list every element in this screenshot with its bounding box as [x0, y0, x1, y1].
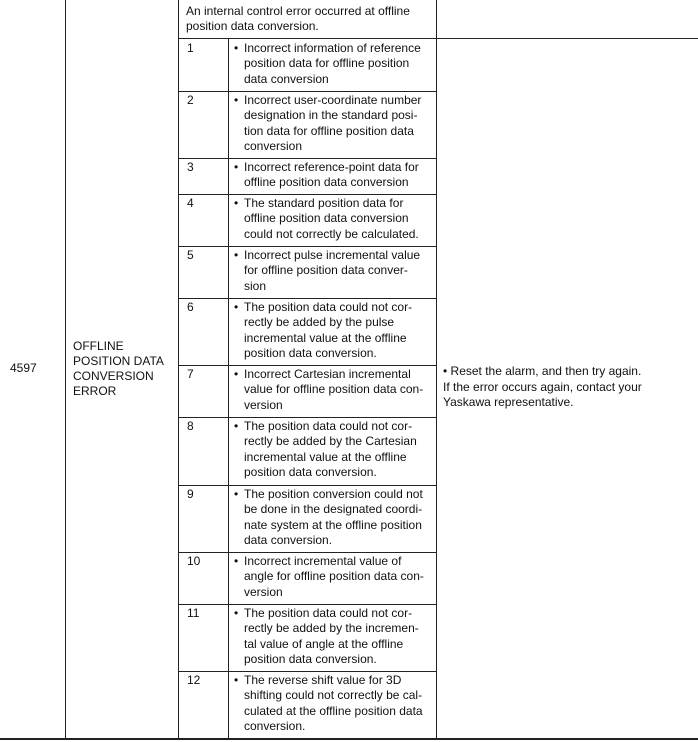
subcode-description-line: incremental value at the offline	[244, 330, 407, 345]
subcode-description-line: Incorrect reference-point data for	[244, 160, 419, 174]
subcode-row-border	[178, 91, 436, 92]
subcode-description-line: designation in the standard posi-	[244, 108, 418, 123]
subcode-description-line: Incorrect information of reference	[244, 41, 421, 55]
subcode-row-border	[178, 485, 436, 486]
subcode-bullet: •	[234, 93, 239, 107]
subcode-description-line: could not correctly be calculated.	[244, 226, 419, 241]
alarm-code: 4597	[10, 361, 37, 375]
subcode-number: 9	[187, 487, 194, 501]
subcode-description-line: version	[244, 397, 283, 412]
subcode-description-line: The position data could not cor-	[244, 419, 413, 433]
subcode-number: 4	[187, 196, 194, 210]
meaning-line-1: An internal control error occurred at offline	[186, 4, 410, 18]
subcode-description-line: conversion	[244, 139, 303, 154]
subcode-description-line: tal value of angle at the offline	[244, 636, 404, 651]
subcode-description-line: offline position data conversion	[244, 175, 409, 190]
subcode-description-line: sion	[244, 278, 267, 293]
remedy-line-3: Yaskawa representative.	[443, 395, 574, 409]
subcode-number: 2	[187, 93, 194, 107]
subcode-bullet: •	[234, 196, 239, 210]
subcode-description-line: culated at the offline position data	[244, 703, 423, 718]
subcode-description-line: The position conversion could not	[244, 487, 423, 501]
alarm-name-line-2: POSITION DATA	[73, 354, 164, 368]
subcode-row-border	[178, 671, 436, 672]
subcode-number: 1	[187, 41, 194, 55]
remedy-line-2: If the error occurs again, contact your	[443, 380, 642, 394]
subcode-number: 5	[187, 248, 194, 262]
subcode-description-line: shifting could not correctly be cal-	[244, 688, 423, 703]
subcode-bullet: •	[234, 419, 239, 433]
subcode-description-line: position data conversion.	[244, 465, 377, 480]
subcode-description-line: version	[244, 584, 283, 599]
subcode-description-line: Incorrect incremental value of	[244, 554, 402, 568]
subcode-bullet: •	[234, 41, 239, 55]
alarm-name-line-3: CONVERSION	[73, 369, 154, 383]
subcode-bullet: •	[234, 367, 239, 381]
subcode-bullet: •	[234, 554, 239, 568]
subcode-bullet: •	[234, 487, 239, 501]
subcode-description-line: rectly be added by the pulse	[244, 315, 395, 330]
subcode-description-line: angle for offline position data con-	[244, 569, 424, 584]
subcode-description-line: conversion.	[244, 719, 306, 734]
subcode-description-line: data conversion	[244, 71, 329, 86]
table-bottom-border	[0, 738, 698, 740]
subcode-row-border	[178, 604, 436, 605]
subcode-description-line: The position data could not cor-	[244, 300, 413, 314]
subcode-row-border	[178, 298, 436, 299]
subcode-description-line: Incorrect user-coordinate number	[244, 93, 422, 107]
subcode-number: 10	[187, 554, 201, 568]
subcode-description-line: incremental value at the offline	[244, 449, 407, 464]
subcode-row-border	[178, 552, 436, 553]
subcode-description-line: for offline position data conver-	[244, 263, 408, 278]
col-border-name-sub	[178, 0, 179, 740]
remedy-line-1: • Reset the alarm, and then try again.	[443, 364, 642, 378]
subcode-description-line: The standard position data for	[244, 196, 404, 210]
col-border-code-name	[65, 0, 66, 740]
subcode-row-border	[178, 158, 436, 159]
meaning-line-2: position data conversion.	[186, 19, 319, 33]
subcode-number: 8	[187, 419, 194, 433]
col-border-desc-remedy	[436, 0, 437, 740]
subcode-row-border	[178, 246, 436, 247]
subcode-bullet: •	[234, 160, 239, 174]
col-border-sub-desc	[228, 39, 229, 740]
subcode-description-line: position data conversion.	[244, 652, 377, 667]
subcode-description-line: tion data for offline position data	[244, 123, 414, 138]
subcode-bullet: •	[234, 248, 239, 262]
subcode-number: 3	[187, 160, 194, 174]
subcode-number: 12	[187, 673, 201, 687]
subcode-number: 7	[187, 367, 194, 381]
alarm-name-line-4: ERROR	[73, 384, 117, 398]
subcode-description-line: Incorrect Cartesian incremental	[244, 367, 411, 381]
subcode-number: 11	[187, 606, 200, 620]
subcode-description-line: value for offline position data con-	[244, 382, 424, 397]
subcode-row-border	[178, 194, 436, 195]
subcode-description-line: nate system at the offline position	[244, 517, 422, 532]
subcode-description-line: The position data could not cor-	[244, 606, 413, 620]
subcode-bullet: •	[234, 606, 239, 620]
alarm-name-line-1: OFFLINE	[73, 339, 124, 353]
subcode-number: 6	[187, 300, 194, 314]
subcode-bullet: •	[234, 673, 239, 687]
subcode-description-line: be done in the designated coordi-	[244, 502, 423, 517]
subcode-description-line: data conversion.	[244, 533, 333, 548]
subcode-description-line: The reverse shift value for 3D	[244, 673, 402, 687]
subcode-description-line: position data for offline position	[244, 56, 410, 71]
subcode-description-line: offline position data conversion	[244, 211, 409, 226]
subcode-row-border	[178, 365, 436, 366]
subcode-description-line: position data conversion.	[244, 346, 377, 361]
subcode-description-line: rectly be added by the incremen-	[244, 621, 419, 636]
subcode-bullet: •	[234, 300, 239, 314]
subcode-description-line: rectly be added by the Cartesian	[244, 434, 417, 449]
subcode-description-line: Incorrect pulse incremental value	[244, 248, 421, 262]
row-border-meaning	[178, 38, 698, 39]
subcode-row-border	[178, 417, 436, 418]
